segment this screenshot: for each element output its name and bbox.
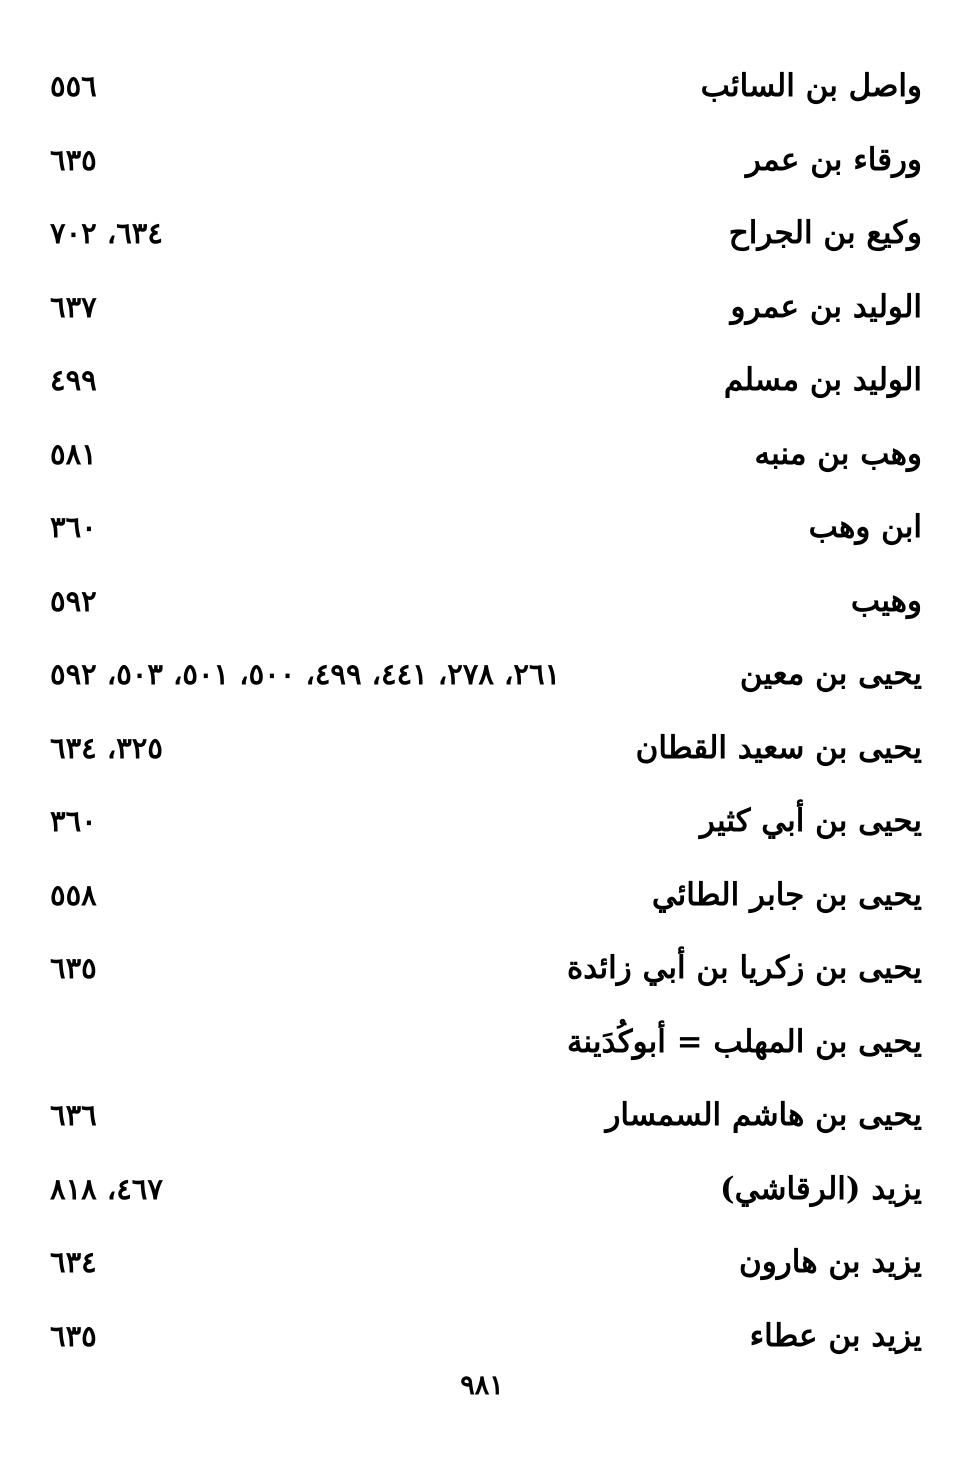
entry-page-refs: ٦٣٧ bbox=[50, 289, 97, 324]
entry-name: يزيد (الرقاشي) bbox=[720, 1170, 922, 1207]
entry-name: واصل بن السائب bbox=[700, 68, 922, 104]
index-entry bbox=[50, 1302, 922, 1376]
entry-name: يحيى بن هاشم السمسار bbox=[605, 1097, 922, 1133]
entry-name: يزيد بن هارون bbox=[739, 1244, 922, 1280]
entry-name: وهيب bbox=[850, 582, 922, 619]
entry-page-refs: ٦٣٥ bbox=[50, 1318, 97, 1353]
index-entry bbox=[50, 199, 922, 273]
index-entry bbox=[50, 126, 922, 200]
entry-page-refs: ٦٣٤، ٧٠٢ bbox=[50, 216, 163, 250]
entry-name: يحيى بن زكريا بن أبي زائدة bbox=[567, 950, 922, 986]
index-entry bbox=[50, 787, 922, 861]
index-entry bbox=[50, 567, 922, 641]
entry-page-refs: ٥٨١ bbox=[50, 436, 97, 471]
index-entry bbox=[50, 273, 922, 347]
entry-name: وهب بن منبه bbox=[754, 435, 922, 472]
index-entry bbox=[50, 861, 922, 935]
entry-name: الوليد بن مسلم bbox=[723, 362, 922, 398]
entry-name: يزيد بن عطاء bbox=[749, 1317, 922, 1354]
entry-page-refs: ٦٣٤ bbox=[50, 1245, 97, 1279]
entry-page-refs: ٥٩٢ bbox=[50, 583, 97, 618]
index-entry bbox=[50, 420, 922, 494]
entry-page-refs: ٢٦١، ٢٧٨، ٤٤١، ٤٩٩، ٥٠٠، ٥٠١، ٥٠٣، ٥٩٢ bbox=[50, 657, 561, 691]
entry-name: يحيى بن أبي كثير bbox=[699, 803, 922, 839]
index-entry bbox=[50, 1008, 922, 1082]
entry-name: الوليد بن عمرو bbox=[730, 288, 922, 325]
index-entry bbox=[50, 934, 922, 1008]
entry-page-refs: ٤٦٧، ٨١٨ bbox=[50, 1171, 163, 1206]
entry-page-refs: ٣٦٠ bbox=[50, 510, 97, 544]
index-entry bbox=[50, 1228, 922, 1302]
index-entry bbox=[50, 346, 922, 420]
index-list bbox=[50, 52, 922, 1375]
entry-page-refs: ٦٣٥ bbox=[50, 142, 97, 177]
entry-page-refs: ٤٩٩ bbox=[50, 363, 97, 397]
entry-page-refs: ٦٣٦ bbox=[50, 1098, 97, 1132]
entry-name: وكيع بن الجراح bbox=[728, 215, 922, 251]
entry-page-refs: ٦٣٥ bbox=[50, 951, 97, 985]
entry-page-refs: ٥٥٨ bbox=[50, 877, 97, 912]
entry-page-refs: ٣٦٠ bbox=[50, 804, 97, 838]
index-entry bbox=[50, 1155, 922, 1229]
entry-name: ابن وهب bbox=[808, 509, 922, 545]
page-number: ٩٨١ bbox=[460, 1370, 504, 1401]
entry-name: يحيى بن جابر الطائي bbox=[651, 876, 922, 913]
index-entry bbox=[50, 640, 922, 714]
entry-name: يحيى بن المهلب = أبوكُدَينة bbox=[566, 1023, 922, 1060]
entry-page-refs: ٣٢٥، ٦٣٤ bbox=[50, 730, 163, 765]
entry-name: يحيى بن معين bbox=[739, 656, 922, 692]
index-entry bbox=[50, 52, 922, 126]
entry-name: ورقاء بن عمر bbox=[745, 141, 922, 178]
index-entry bbox=[50, 493, 922, 567]
entry-name: يحيى بن سعيد القطان bbox=[635, 729, 922, 766]
index-entry bbox=[50, 1081, 922, 1155]
index-entry bbox=[50, 714, 922, 788]
entry-page-refs: ٥٥٦ bbox=[50, 69, 97, 103]
